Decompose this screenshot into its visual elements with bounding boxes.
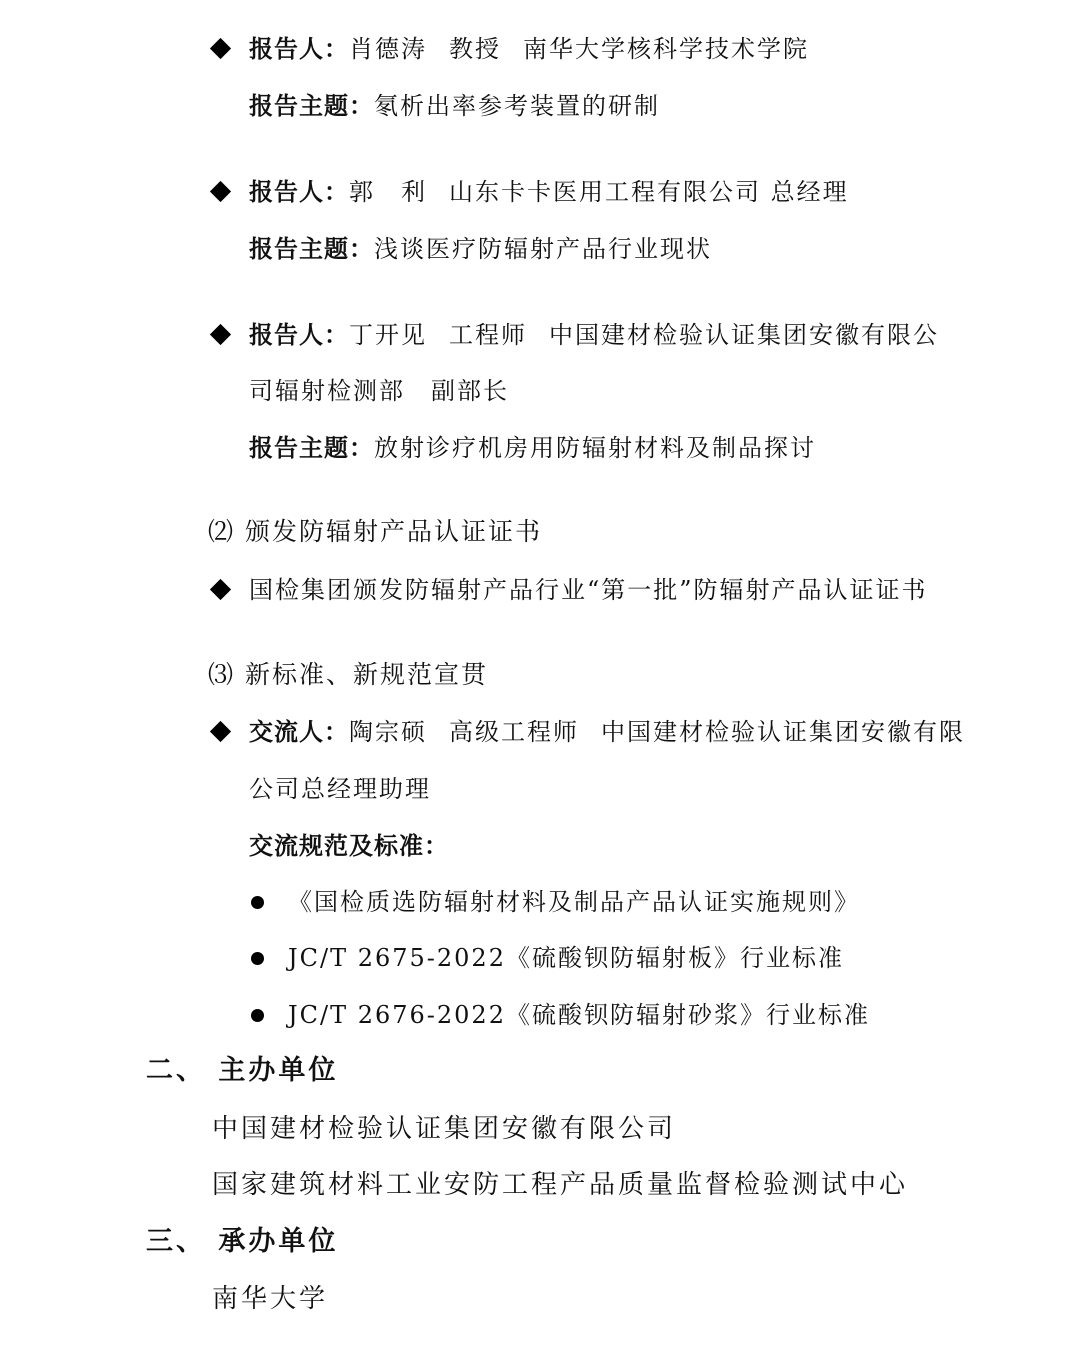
section-3-heading: 三、 承办单位 — [146, 1226, 339, 1257]
reporter-org: 中国建材检验认证集团安徽有限公 — [549, 321, 939, 349]
exchanger-label: 交流人： — [249, 718, 349, 746]
organizer-org: 国家建筑材料工业安防工程产品质量监督检验测试中心 — [212, 1170, 909, 1200]
topic-text: 浅谈医疗防辐射产品行业现状 — [374, 235, 712, 263]
reporter-org: 山东卡卡医用工程有限公司 总经理 — [449, 178, 849, 206]
diamond-bullet-icon — [210, 721, 231, 742]
standard-item: JC/T 2676-2022《硫酸钡防辐射砂浆》行业标准 — [288, 1001, 870, 1029]
item-3-exchanger-line — [249, 717, 965, 747]
topic-label: 报告主题： — [249, 92, 374, 120]
diamond-bullet-icon — [210, 579, 231, 600]
host-org: 南华大学 — [212, 1284, 329, 1314]
reporter-name: 丁开见 — [349, 321, 427, 349]
bullet-dot-icon — [251, 1009, 264, 1022]
diamond-bullet-icon — [210, 324, 231, 345]
report-2-reporter-line — [249, 177, 849, 207]
topic-text: 放射诊疗机房用防辐射材料及制品探讨 — [374, 434, 816, 462]
reporter-name: 郭 利 — [349, 178, 427, 206]
reporter-label: 报告人： — [249, 321, 349, 349]
topic-label: 报告主题： — [249, 235, 374, 263]
standards-label: 交流规范及标准： — [249, 832, 449, 860]
reporter-title: 工程师 — [449, 321, 527, 349]
report-3-topic-line — [249, 433, 816, 463]
section-2-heading: 二、 主办单位 — [146, 1055, 339, 1086]
diamond-bullet-icon — [210, 181, 231, 202]
topic-label: 报告主题： — [249, 434, 374, 462]
bullet-dot-icon — [251, 952, 264, 965]
standard-item: 《国检质选防辐射材料及制品产品认证实施规则》 — [288, 888, 860, 916]
reporter-name: 肖德涛 — [349, 35, 427, 63]
bullet-dot-icon — [251, 896, 264, 909]
reporter-label: 报告人： — [249, 35, 349, 63]
report-2-topic-line — [249, 234, 712, 264]
item-3-heading: ⑶ 新标准、新规范宣贯 — [208, 660, 488, 689]
reporter-org: 南华大学核科学技术学院 — [523, 35, 809, 63]
reporter-label: 报告人： — [249, 178, 349, 206]
report-1-topic-line — [249, 91, 660, 121]
exchanger-title: 高级工程师 — [449, 718, 579, 746]
topic-text: 氡析出率参考装置的研制 — [374, 92, 660, 120]
diamond-bullet-icon — [210, 38, 231, 59]
item-3-org-continuation: 公司总经理助理 — [249, 775, 431, 803]
exchanger-org: 中国建材检验认证集团安徽有限 — [601, 718, 965, 746]
report-3-org-continuation: 司辐射检测部 副部长 — [249, 377, 509, 405]
standard-item: JC/T 2675-2022《硫酸钡防辐射板》行业标准 — [288, 944, 844, 972]
organizer-org: 中国建材检验认证集团安徽有限公司 — [212, 1114, 677, 1144]
report-1-reporter-line — [249, 34, 809, 64]
reporter-title: 教授 — [449, 35, 501, 63]
report-3-reporter-line — [249, 320, 939, 350]
item-2-bullet-text: 国检集团颁发防辐射产品行业“第一批”防辐射产品认证证书 — [249, 576, 928, 604]
exchanger-name: 陶宗硕 — [349, 718, 427, 746]
item-2-heading: ⑵ 颁发防辐射产品认证证书 — [208, 517, 542, 546]
